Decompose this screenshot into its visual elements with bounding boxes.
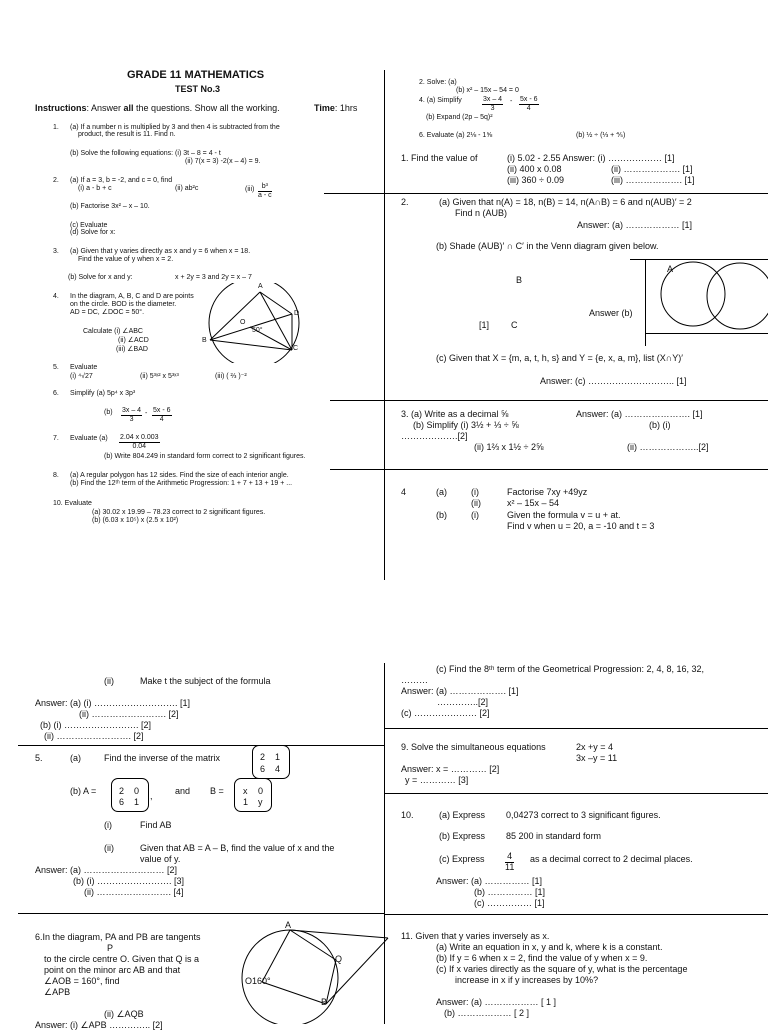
r3b-answer: (b) (i) (649, 420, 671, 430)
venn-mark: [1] (479, 320, 490, 330)
r-simplify: 4. (a) Simplify (419, 97, 462, 104)
bl-answer5a: Answer: (a) ……………………… [2] (35, 865, 178, 875)
r1-text: 1. Find the value of (401, 153, 478, 163)
q4-text3: AD = DC, ∠DOC = 50°. (70, 309, 145, 316)
br-q10-answer: Answer: (a) …………… [1] (436, 876, 543, 886)
r4a-label: (a) (436, 487, 447, 497)
circ-label-b: B (321, 997, 328, 1007)
q10a-text: (a) 30.02 x 19.99 – 78.23 correct to 2 significant figures. (92, 509, 266, 516)
br-c8-text: (c) Find the 8ᵗʰ term of the Geometrical Progression: 2, 4, 8, 16, 32, (436, 664, 705, 674)
bl-and: and (175, 786, 191, 796)
page-subtitle: TEST No.3 (175, 84, 221, 94)
r2-number: 2. (401, 197, 409, 207)
br-q10c-text: as a decimal correct to 2 decimal places. (530, 854, 693, 864)
q3a-text: (a) Given that y varies directly as x and y = 6 when x = 18. (70, 248, 251, 255)
circ-label-q: Q (335, 954, 343, 964)
rule-br3 (384, 914, 768, 915)
q6-number: 6. (53, 390, 59, 397)
br-c8-answer2: …………..[2] (437, 697, 489, 707)
bl-answer5b: (b) (i) ……………………. [3] (73, 876, 185, 886)
bl-q6-text5: ∠APB (44, 987, 71, 997)
time-label: Time: 1hrs (314, 103, 358, 113)
venn-label-a: A (667, 264, 674, 274)
r2a-text2: Find n (AUB) (455, 208, 508, 218)
r-evaluate: 6. Evaluate (a) 2⅛ - 1⅝ (419, 132, 493, 139)
bl-ii: (ii) (104, 676, 114, 686)
br-c8-dots: ……… (401, 675, 428, 685)
q7-number: 7. (53, 435, 59, 442)
instructions: Instructions: Answer all the questions. Show all the working. (35, 103, 280, 113)
matrix-a-comma: , (150, 791, 153, 801)
rule-r2 (330, 400, 768, 401)
q1a-text: (a) If a number n is multiplied by 3 and then 4 is subtracted from the (70, 124, 280, 131)
q1b-text: (b) Solve the following equations: (i) 3t – 8 = 4 - t (70, 150, 221, 157)
br-q9-answer2: y = ………… [3] (405, 775, 469, 785)
bl-q6-text3: point on the minor arc AB and that (44, 965, 181, 975)
q2a-iii-fraction: $\frac{\text{b³}}{a - c}$ (258, 183, 272, 199)
r-simplify-frac2: $\frac{5x - 6}{4}$ (520, 96, 538, 112)
r2a-text: (a) Given that n(A) = 18, n(B) = 14, n(A∩B) = 6 and n(AUB)′ = 2 (439, 197, 692, 207)
q4-label-b: B (202, 337, 207, 344)
bl-q6-text4: ∠AOB = 160°, find (44, 976, 120, 986)
matrix-1 (252, 745, 290, 779)
venn-diagram (645, 259, 768, 334)
q4-text2: on the circle. BOD is the diameter. (70, 301, 177, 308)
rule-r1 (324, 193, 768, 194)
matrix-b-d: y (258, 797, 263, 807)
r4a-i-text: Factorise 7xy +49yz (507, 487, 588, 497)
q6b-label: (b) (104, 409, 113, 416)
bl-q6-ii: (ii) ∠AQB (104, 1009, 144, 1019)
br-q10a-text: 0,04273 correct to 3 significant figures. (506, 810, 661, 820)
q8b-text: (b) Find the 12ᵗʰ term of the Arithmetic Progression: 1 + 7 + 13 + 19 + ... (70, 480, 293, 487)
r4-number: 4 (401, 487, 407, 497)
bl-q5b-ii-text: Given that AB = A – B, find the value of x and the (140, 843, 335, 853)
matrix-b (234, 778, 272, 812)
q4-iii: (iii) ∠BAD (116, 346, 148, 353)
matrix-b-a: x (243, 786, 248, 796)
bl-q5-number: 5. (35, 753, 43, 763)
matrix-1-c: 6 (260, 764, 266, 774)
q4-label-o: O (240, 319, 246, 326)
bl-ii-text: Make t the subject of the formula (140, 676, 271, 686)
q2a-text: (a) If a = 3, b = -2, and c = 0, find (70, 177, 173, 184)
chord-qb (326, 960, 336, 1004)
rule-l1 (18, 745, 384, 746)
br-q9-answer: Answer: x = ………… [2] (401, 764, 500, 774)
bl-q6-answer: Answer: (i) ∠APB ………….. [2] (35, 1020, 163, 1030)
r-evaluate-b: (b) ½ ÷ (⅓ + ⅘) (576, 132, 626, 139)
br-q10-answer2: (b) …………… [1] (474, 887, 546, 897)
bl-q5b-i-text: Find AB (140, 820, 172, 830)
bl-answer1: Answer: (a) (i) ………………………. [1] (35, 698, 191, 708)
r2c-answer: Answer: (c) ……………………….. [1] (540, 376, 687, 386)
matrix-1-d: 4 (275, 764, 281, 774)
r2c-text: (c) Given that X = {m, a, t, h, s} and Y = {e, x, a, m}, list (X∩Y)′ (436, 353, 683, 363)
q4-label-a: A (258, 283, 263, 290)
r4b-i-text: Given the formula v = u + at. (507, 510, 621, 520)
q4-calc: Calculate (i) ∠ABC (83, 328, 143, 335)
q8a-text: (a) A regular polygon has 12 sides. Find the size of each interior angle. (70, 472, 289, 479)
q6-text: Simplify (a) 5p⁴ x 3p³ (70, 390, 136, 397)
bl-q5a-text: Find the inverse of the matrix (104, 753, 221, 763)
rule-br2 (384, 793, 768, 794)
q5-ii: (ii) 5³ˣ² x 5³ˣ³ (140, 373, 179, 380)
matrix-a-c: 6 (119, 797, 125, 807)
q4-circle (209, 283, 299, 363)
venn-answer: Answer (b) (589, 308, 633, 318)
r-simplify-frac1: $\frac{3x - 4}{3}$ (483, 96, 503, 112)
br-q10a: (a) Express (439, 810, 486, 820)
br-c8-answer: Answer: (a) ………………. [1] (401, 686, 519, 696)
q1b-text2: (ii) 7(x = 3) -2(x – 4) = 9. (185, 158, 261, 165)
matrix-a-a: 2 (119, 786, 125, 796)
matrix-a-b: 0 (134, 786, 140, 796)
bl-answer3: (b) (i) ……………………. [2] (40, 720, 152, 730)
tangent-pb (326, 938, 388, 1004)
bl-q5a: (a) (70, 753, 81, 763)
bl-answer4: (ii) ……………………. [2] (44, 731, 144, 741)
venn-circle-b (707, 263, 768, 329)
r4a-i: (i) (471, 487, 479, 497)
r4a-ii-text: x² – 15x – 54 (507, 498, 560, 508)
r4a-ii: (ii) (471, 498, 481, 508)
br-q10c-fraction: $\frac{4}{11}$ (505, 851, 515, 872)
br-q10-answer3: (c) …………… [1] (474, 898, 545, 908)
br-q11c: (c) If x varies directly as the square of y, what is the percentage (436, 964, 688, 974)
q1-number: 1. (53, 124, 59, 131)
bl-q6-text: 6.In the diagram, PA and PB are tangents (35, 932, 201, 942)
matrix-1-b: 1 (275, 752, 281, 762)
q2-number: 2. (53, 177, 59, 184)
r-simplify-minus: - (510, 98, 513, 105)
br-q11-text: 11. Given that y varies inversely as x. (401, 931, 550, 941)
br-q11a: (a) Write an equation in x, y and k, where k is a constant. (436, 942, 663, 952)
br-q11b: (b) If y = 6 when x = 2, find the value of y when x = 9. (436, 953, 648, 963)
r2b-text: (b) Shade (AUB)′ ∩ C′ in the Venn diagram given below. (436, 241, 659, 251)
bl-q6-text2: to the circle centre O. Given that Q is a (44, 954, 200, 964)
br-q10c: (c) Express (439, 854, 485, 864)
q3b-text: (b) Solve for x and y: (68, 274, 133, 281)
q4-chord-ad (260, 292, 292, 314)
q5-i: (i) ⁴√27 (70, 373, 93, 380)
r-solve: 2. Solve: (a) (419, 79, 457, 86)
rule-r3 (330, 469, 768, 470)
q6b-fraction1: $\frac{3x - 4}{3}$ (122, 407, 142, 423)
bl-q6-p: P (107, 943, 114, 953)
bl-answer2: (ii) ……………………. [2] (79, 709, 179, 719)
q7b-text: (b) Write 804.249 in standard form correct to 2 significant figures. (104, 453, 306, 460)
r3b-ii-answer: (ii) ………………..[2] (627, 442, 709, 452)
q4-text: In the diagram, A, B, C and D are points (70, 293, 194, 300)
bl-q5b-ii: (ii) (104, 843, 114, 853)
q4-label-50: 50° (252, 327, 263, 334)
r4b-label: (b) (436, 510, 447, 520)
r-solve-b: (b) x² – 15x – 54 = 0 (456, 87, 519, 94)
venn-label-b: B (516, 275, 523, 285)
q10b-text: (b) (6.03 x 10⁵) x (2.5 x 10²) (92, 517, 179, 524)
br-q9-text: 9. Solve the simultaneous equations (401, 742, 546, 752)
center-divider-top (384, 70, 385, 580)
br-q11-answer: Answer: (a) ……………… [ 1 ] (436, 997, 557, 1007)
r3-text: 3. (a) Write as a decimal ⅝ (401, 409, 509, 419)
br-q9-eq1: 2x +y = 4 (576, 742, 614, 752)
circ-label-a: A (285, 920, 292, 930)
q7-text: Evaluate (a) (70, 435, 108, 442)
r3b-text: (b) Simplify (i) 3½ + ⅓ ÷ ⅝ (413, 420, 519, 430)
q5-number: 5. (53, 364, 59, 371)
q6b-minus: - (145, 410, 148, 417)
circ-label-o: O160° (245, 976, 271, 986)
r1-iii: (iii) 360 ÷ 0.09 (507, 175, 564, 185)
r1-iii-answer: (iii) ………………. [1] (611, 175, 695, 185)
br-q10b-text: 85 200 in standard form (506, 831, 602, 841)
r1-ii-answer: (ii) ………………. [1] (611, 164, 693, 174)
matrix-b-b: 0 (258, 786, 264, 796)
r3-answer-a: Answer: (a) …………………. [1] (576, 409, 703, 419)
q8-number: 8. (53, 472, 59, 479)
q1a-text2: product, the result is 11. Find n. (78, 131, 176, 138)
bl-q5b: (b) A = (70, 786, 97, 796)
r4b-i-text2: Find v when u = 20, a = -10 and t = 3 (507, 521, 655, 531)
q2c-text: (c) Evaluate (70, 222, 108, 229)
q4-ii: (ii) ∠ACD (118, 337, 149, 344)
r4b-i: (i) (471, 510, 479, 520)
q3b-equations: x + 2y = 3 and 2y = x – 7 (175, 274, 252, 281)
matrix-b-c: 1 (243, 797, 249, 807)
q4-label-d: D (294, 310, 300, 317)
rule-l2 (18, 913, 384, 914)
r-expand: (b) Expand (2p – 5q)² (426, 114, 493, 121)
tangent-pa (290, 930, 388, 938)
r1-i: (i) 5.02 - 2.55 Answer: (i) ……………… [1] (507, 153, 675, 163)
rule-br1 (384, 728, 768, 729)
q2a-i: (i) a - b + c (78, 185, 112, 192)
matrix-1-a: 2 (260, 752, 266, 762)
page-title: GRADE 11 MATHEMATICS (127, 69, 265, 81)
q4-chord-bc (210, 340, 292, 350)
q3-number: 3. (53, 248, 59, 255)
bl-q5b-i: (i) (104, 820, 112, 830)
q2a-iii: (iii) (245, 186, 255, 193)
r1-ii: (ii) 400 x 0.08 (507, 164, 562, 174)
bl-answer5c: (ii) ……………………. [4] (84, 887, 184, 897)
br-q10b: (b) Express (439, 831, 486, 841)
r3b-ii: (ii) 1⅔ x 1½ ÷ 2⅝ (474, 442, 544, 452)
matrix-a (111, 778, 149, 812)
q3a-text2: Find the value of y when x = 2. (78, 256, 174, 263)
radius-oa (262, 930, 290, 982)
q6b-fraction2: $\frac{5x - 6}{4}$ (153, 407, 171, 423)
matrix-a-d: 1 (134, 797, 140, 807)
q2a-ii: (ii) ab²c (175, 185, 199, 192)
q7-fraction: $\frac{2.04 x 0.003}{0.04}$ (120, 434, 159, 450)
q2d-text: (d) Solve for x: (70, 229, 116, 236)
br-c8-answer3: (c) ………………… [2] (401, 708, 490, 718)
q5-iii: (iii) ( ⅔ )⁻² (215, 373, 247, 380)
br-q11-answer2: (b) ……………… [ 2 ] (444, 1008, 530, 1018)
r2a-answer: Answer: (a) ……………… [1] (577, 220, 693, 230)
chord-aq (290, 930, 336, 960)
q2b-text: (b) Factorise 3x² – x – 10. (70, 203, 150, 210)
br-q10-number: 10. (401, 810, 414, 820)
venn-label-c: C (511, 320, 518, 330)
q10-text: 10. Evaluate (53, 500, 92, 507)
q4-label-c: C (293, 345, 299, 352)
q4-number: 4. (53, 293, 59, 300)
bl-b-eq: B = (210, 786, 224, 796)
br-q9-eq2: 3x –y = 11 (576, 753, 618, 763)
q5-text: Evaluate (70, 364, 98, 371)
bl-q5b-ii-text2: value of y. (140, 854, 181, 864)
r3b-dots: ……………….[2] (401, 431, 468, 441)
br-q11c2: increase in x if y increases by 10%? (455, 975, 599, 985)
tangent-circle-diagram (240, 920, 400, 1024)
radius-ob (262, 982, 326, 1004)
